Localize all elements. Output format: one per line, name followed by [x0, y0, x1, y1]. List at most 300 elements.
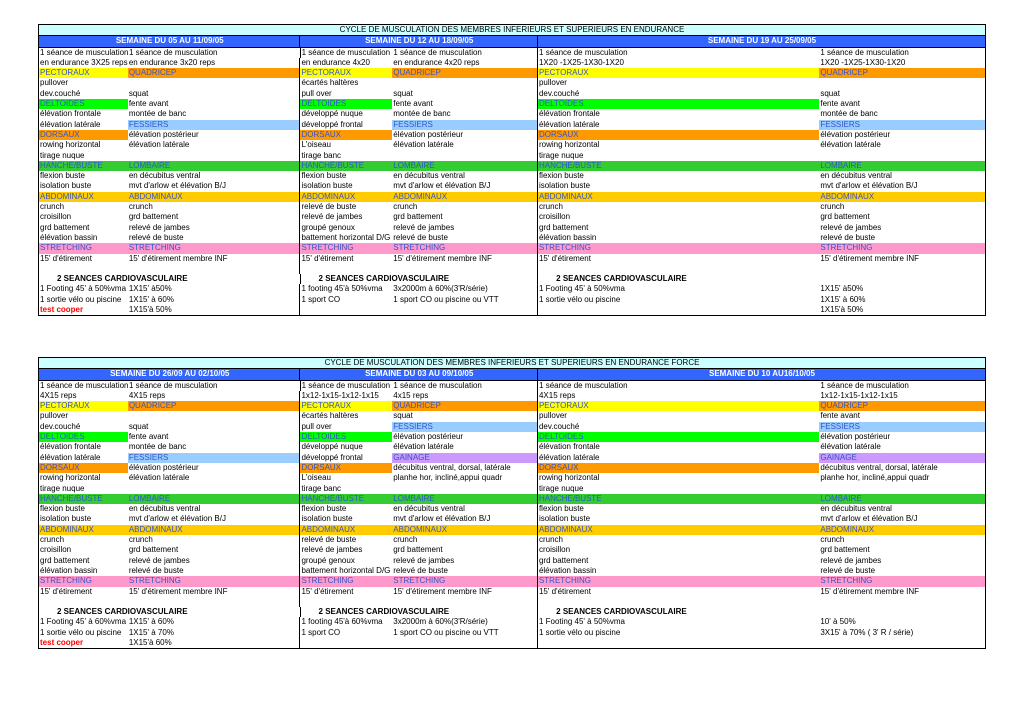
- exercise-cell: pull over: [299, 422, 392, 432]
- exercise-cell: élévation latérale: [537, 453, 819, 463]
- exercise-cell: [537, 264, 819, 274]
- exercise-cell: fente avant: [820, 411, 860, 421]
- exercise-cell: test cooper: [40, 638, 84, 648]
- exercise-cell: isolation buste: [299, 181, 392, 191]
- exercise-cell: L'oiseau: [299, 140, 392, 150]
- exercise-cell: mvt d'arlow et élévation B/J: [128, 181, 226, 191]
- exercise-cell: 15' d'étirement membre INF: [820, 586, 920, 596]
- exercise-cell: rowing horizontal: [537, 140, 819, 150]
- exercise-cell: élévation postérieur: [128, 129, 199, 139]
- exercise-cell: en décubitus ventral: [128, 171, 201, 181]
- exercise-cell: [819, 597, 985, 607]
- exercise-cell: élévation frontale: [537, 109, 819, 119]
- exercise-cell: [128, 78, 300, 88]
- exercise-cell: squat: [128, 421, 149, 431]
- exercise-cell: 1X20 -1X25-1X30-1X20: [820, 57, 906, 67]
- category-cell: STRETCHING: [299, 243, 392, 253]
- category-cell: ABDOMINAUX: [128, 192, 300, 202]
- exercise-cell: [392, 597, 537, 607]
- exercise-cell: [819, 264, 985, 274]
- exercise-cell: 1 séance de musculation: [300, 381, 393, 391]
- category-cell: DELTOIDES: [39, 99, 128, 109]
- exercise-cell: élévation bassin: [537, 233, 819, 243]
- exercise-cell: écartés haltères: [299, 78, 392, 88]
- category-cell: GAINAGE: [392, 453, 537, 463]
- table-row: [39, 254, 985, 264]
- week-header: SEMAINE DU 26/09 AU 02/10/05: [110, 369, 230, 379]
- table-row: [39, 401, 985, 411]
- table-row: [39, 161, 985, 171]
- exercise-cell: croisillon: [40, 212, 72, 222]
- exercise-cell: 1 séance de musculation: [393, 380, 482, 390]
- table-row: [39, 381, 985, 391]
- table-row: [39, 391, 985, 401]
- table-row: [39, 109, 985, 119]
- exercise-cell: crunch: [40, 202, 65, 212]
- category-cell: PECTORAUX: [39, 401, 128, 411]
- exercise-cell: relevé de buste: [393, 232, 448, 242]
- category-cell: STRETCHING: [537, 576, 819, 586]
- category-cell: STRETCHING: [392, 576, 537, 586]
- exercise-cell: isolation buste: [537, 514, 819, 524]
- category-cell: HANCHE/BUSTE: [537, 494, 819, 504]
- exercise-cell: [39, 597, 128, 607]
- exercise-cell: 3x2000m à 60%(3'R/série): [393, 617, 488, 627]
- exercise-cell: en décubitus ventral: [393, 504, 465, 514]
- exercise-cell: 15' d'étirement: [40, 253, 92, 263]
- cycle-table-endurance: [38, 24, 986, 316]
- category-cell: STRETCHING: [819, 243, 985, 253]
- exercise-cell: en endurance 4x20: [299, 58, 392, 68]
- category-cell: ABDOMINAUX: [537, 525, 819, 535]
- exercise-cell: 1X20 -1X25-1X30-1X20: [537, 58, 819, 68]
- exercise-cell: élévation postérieur: [820, 129, 891, 139]
- exercise-cell: groupé genoux: [299, 223, 392, 233]
- exercise-cell: planhe hor, incliné,appui quadr: [820, 473, 930, 483]
- exercise-cell: [537, 638, 819, 648]
- exercise-cell: [819, 484, 985, 494]
- category-cell: PECTORAUX: [299, 68, 392, 78]
- exercise-cell: développé nuque: [299, 442, 392, 452]
- exercise-cell: en décubitus ventral: [393, 171, 465, 181]
- category-cell: PECTORAUX: [537, 401, 819, 411]
- exercise-cell: isolation buste: [537, 181, 819, 191]
- exercise-cell: mvt d'arlow et élévation B/J: [820, 181, 918, 191]
- exercise-cell: élévation latérale: [128, 473, 190, 483]
- table-row: [39, 68, 985, 78]
- exercise-cell: 1 séance de musculation: [40, 47, 129, 57]
- exercise-cell: élévation latérale: [820, 442, 881, 452]
- table-row: [39, 305, 985, 315]
- category-cell: DELTOIDES: [299, 99, 392, 109]
- exercise-cell: 3x2000m à 60%(3'R/série): [393, 284, 488, 294]
- category-cell: QUADRICEP: [128, 68, 300, 78]
- exercise-cell: [128, 151, 300, 161]
- table-row: [39, 587, 985, 597]
- week-header-row: [39, 36, 985, 47]
- exercise-cell: élévation postérieur: [393, 129, 464, 139]
- exercise-cell: battement horizontal D/G: [301, 565, 391, 575]
- exercise-cell: élévation latérale: [40, 119, 101, 129]
- category-cell: LOMBAIRE: [819, 161, 985, 171]
- category-cell: DELTOIDES: [537, 432, 819, 442]
- exercise-cell: tirage banc: [299, 151, 392, 161]
- exercise-cell: élévation frontale: [537, 442, 819, 452]
- table-row: [39, 284, 985, 294]
- exercise-cell: pullover: [537, 411, 819, 421]
- table-row: [39, 432, 985, 442]
- category-cell: ABDOMINAUX: [39, 525, 128, 535]
- category-cell: STRETCHING: [537, 243, 819, 253]
- week-header: SEMAINE DU 19 AU 25/09/05: [537, 36, 985, 46]
- category-cell: DORSAUX: [39, 463, 128, 473]
- exercise-cell: 15' d'étirement: [537, 587, 819, 597]
- exercise-cell: élévation postérieur: [820, 432, 891, 442]
- exercise-cell: 1X15' à50%: [128, 284, 172, 294]
- exercise-cell: rowing horizontal: [537, 473, 819, 483]
- table-row: [39, 243, 985, 253]
- exercise-cell: grd battement: [537, 223, 819, 233]
- week-header: SEMAINE DU 12 AU 18/09/05: [299, 36, 537, 46]
- category-cell: GAINAGE: [819, 453, 985, 463]
- category-cell: ABDOMINAUX: [299, 525, 392, 535]
- cardio-header-row: [39, 274, 985, 284]
- exercise-cell: flexion buste: [40, 171, 85, 181]
- exercise-cell: dev.couché: [537, 422, 819, 432]
- category-cell: STRETCHING: [299, 576, 392, 586]
- exercise-cell: en endurance 3x20 reps: [128, 57, 216, 67]
- exercise-cell: L'oiseau: [299, 473, 392, 483]
- category-cell: PECTORAUX: [299, 401, 392, 411]
- exercise-cell: 15' d'étirement: [299, 587, 392, 597]
- exercise-cell: relevé de jambes: [128, 555, 190, 565]
- table-row: [39, 576, 985, 586]
- exercise-cell: 1 Footing 45' à 50%vma: [537, 617, 819, 627]
- exercise-cell: grd battement: [128, 212, 179, 222]
- exercise-cell: squat: [820, 88, 840, 98]
- exercise-cell: 1 séance de musculation: [537, 48, 819, 58]
- exercise-cell: crunch: [128, 202, 153, 212]
- cardio-title-cell: [819, 274, 985, 284]
- exercise-cell: croisillon: [537, 545, 819, 555]
- table-row: [39, 504, 985, 514]
- exercise-cell: 1 Footing 45' à 50%vma: [537, 284, 819, 294]
- exercise-cell: montée de banc: [820, 109, 878, 119]
- exercise-cell: [819, 78, 985, 88]
- exercise-cell: montée de banc: [393, 109, 451, 119]
- cardio-title-cell: 2 SEANCES CARDIOVASCULAIRE: [537, 274, 819, 284]
- exercise-cell: flexion buste: [299, 504, 392, 514]
- exercise-cell: [39, 264, 128, 274]
- exercise-cell: grd battement: [393, 212, 443, 222]
- cycle-title-text: CYCLE DE MUSCULATION DES MEMBRES INFERIEURS ET SUPERIEURS EN ENDURANCE FORCE: [324, 358, 700, 367]
- exercise-cell: 15' d'étirement: [299, 254, 392, 264]
- exercise-cell: groupé genoux: [299, 556, 392, 566]
- exercise-cell: 15' d'étirement membre INF: [128, 586, 228, 596]
- category-cell: STRETCHING: [128, 576, 300, 586]
- cardio-title-cell: [128, 607, 300, 617]
- table-row: [39, 233, 985, 243]
- category-cell: ABDOMINAUX: [392, 192, 537, 202]
- exercise-cell: [819, 151, 985, 161]
- exercise-cell: 4X15 reps: [40, 390, 77, 400]
- table-row: [39, 140, 985, 150]
- cardio-title-cell: 2 SEANCES CARDIOVASCULAIRE: [537, 607, 819, 617]
- category-cell: STRETCHING: [819, 576, 985, 586]
- table-row: [39, 171, 985, 181]
- exercise-cell: 4X15 reps: [128, 390, 166, 400]
- exercise-cell: 1 séance de musculation: [393, 47, 482, 57]
- exercise-cell: flexion buste: [299, 171, 392, 181]
- exercise-cell: 1x12-1x15-1x12-1x15: [820, 390, 898, 400]
- table-row: [39, 411, 985, 421]
- exercise-cell: flexion buste: [537, 504, 819, 514]
- exercise-cell: relevé de buste: [299, 535, 392, 545]
- exercise-cell: tirage nuque: [537, 151, 819, 161]
- exercise-cell: décubitus ventral, dorsal, latérale: [393, 462, 511, 472]
- exercise-cell: isolation buste: [40, 514, 92, 524]
- exercise-cell: [537, 597, 819, 607]
- exercise-cell: crunch: [393, 202, 418, 212]
- category-cell: ABDOMINAUX: [128, 525, 300, 535]
- cardio-title-cell: [128, 274, 300, 284]
- exercise-cell: relevé de buste: [299, 202, 392, 212]
- cardio-title-cell: [393, 607, 538, 617]
- exercise-cell: 1X15' à 60%: [128, 617, 174, 627]
- exercise-cell: pullover: [40, 411, 69, 421]
- cycle-table-endurance-force: [38, 357, 986, 649]
- exercise-cell: en décubitus ventral: [128, 504, 201, 514]
- exercise-cell: croisillon: [40, 545, 72, 555]
- exercise-cell: fente avant: [128, 432, 169, 442]
- category-cell: HANCHE/BUSTE: [537, 161, 819, 171]
- category-cell: HANCHE/BUSTE: [39, 494, 128, 504]
- category-cell: PECTORAUX: [39, 68, 128, 78]
- exercise-cell: crunch: [820, 202, 845, 212]
- category-cell: STRETCHING: [39, 243, 128, 253]
- category-cell: STRETCHING: [39, 576, 128, 586]
- table-row: [39, 212, 985, 222]
- exercise-cell: tirage nuque: [40, 483, 85, 493]
- exercise-cell: fente avant: [128, 99, 169, 109]
- exercise-cell: [299, 305, 392, 315]
- exercise-cell: grd battement: [537, 556, 819, 566]
- exercise-cell: élévation latérale: [820, 140, 881, 150]
- exercise-cell: relevé de jambes: [299, 545, 392, 555]
- category-cell: ABDOMINAUX: [537, 192, 819, 202]
- cardio-title-cell: 2 SEANCES CARDIOVASCULAIRE: [300, 274, 393, 284]
- exercise-cell: élévation postérieur: [128, 462, 199, 472]
- category-cell: STRETCHING: [128, 243, 300, 253]
- exercise-cell: crunch: [393, 535, 418, 545]
- category-cell: LOMBAIRE: [819, 494, 985, 504]
- exercise-cell: relevé de buste: [820, 232, 876, 242]
- exercise-cell: 1 sortie vélo ou piscine: [537, 295, 819, 305]
- exercise-cell: test cooper: [40, 305, 84, 315]
- table-row: [39, 151, 985, 161]
- exercise-cell: [392, 78, 537, 88]
- exercise-cell: grd battement: [393, 545, 443, 555]
- exercise-cell: 3X15' à 70% ( 3' R / série): [820, 627, 914, 637]
- category-cell: QUADRICEP: [392, 401, 537, 411]
- exercise-cell: 1X15'à 50%: [820, 305, 864, 315]
- exercise-cell: dev.couché: [40, 88, 81, 98]
- exercise-cell: 4X15 reps: [537, 391, 819, 401]
- exercise-cell: grd battement: [40, 555, 90, 565]
- exercise-cell: 1 sortie vélo ou piscine: [40, 627, 122, 637]
- category-cell: STRETCHING: [392, 243, 537, 253]
- exercise-cell: grd battement: [820, 545, 870, 555]
- exercise-cell: [128, 264, 300, 274]
- exercise-cell: relevé de jambes: [393, 555, 455, 565]
- exercise-cell: 1 Footing 45' à 60%vma: [40, 617, 127, 627]
- exercise-cell: 1 séance de musculation: [40, 380, 129, 390]
- exercise-cell: élévation bassin: [40, 565, 98, 575]
- table-row: [39, 120, 985, 130]
- exercise-cell: élévation frontale: [40, 109, 101, 119]
- exercise-cell: crunch: [40, 535, 65, 545]
- exercise-cell: grd battement: [40, 222, 90, 232]
- cycle-title-text: CYCLE DE MUSCULATION DES MEMBRES INFERIEURS ET SUPERIEURS EN ENDURANCE: [339, 25, 685, 34]
- table-row: [39, 494, 985, 504]
- exercise-cell: dev.couché: [40, 421, 81, 431]
- table-row: [39, 597, 985, 607]
- exercise-cell: [392, 484, 537, 494]
- exercise-cell: 10' à 50%: [820, 617, 856, 627]
- cardio-title-cell: 2 SEANCES CARDIOVASCULAIRE: [57, 274, 188, 284]
- category-cell: FESSIERS: [392, 120, 537, 130]
- exercise-cell: 15' d'étirement: [40, 586, 92, 596]
- exercise-cell: squat: [393, 411, 413, 421]
- exercise-cell: développé nuque: [299, 109, 392, 119]
- table-row: [39, 442, 985, 452]
- week-header: SEMAINE DU 10 AU16/10/05: [537, 369, 985, 379]
- exercise-cell: 1 séance de musculation: [129, 47, 218, 57]
- exercise-cell: grd battement: [820, 212, 870, 222]
- category-cell: ABDOMINAUX: [392, 525, 537, 535]
- exercise-cell: élévation bassin: [537, 566, 819, 576]
- exercise-cell: fente avant: [393, 99, 433, 109]
- table-row: [39, 264, 985, 274]
- exercise-cell: 1X15' à50%: [820, 284, 864, 294]
- cardio-title-cell: 2 SEANCES CARDIOVASCULAIRE: [300, 607, 393, 617]
- exercise-cell: [128, 411, 300, 421]
- table-row: [39, 78, 985, 88]
- table-row: [39, 181, 985, 191]
- table-row: [39, 628, 985, 638]
- exercise-cell: battement horizontal D/G: [301, 232, 391, 242]
- table-row: [39, 525, 985, 535]
- category-cell: DELTOIDES: [537, 99, 819, 109]
- exercise-cell: pullover: [537, 78, 819, 88]
- category-cell: LOMBAIRE: [128, 494, 300, 504]
- exercise-cell: 1 sortie vélo ou piscine: [40, 294, 122, 304]
- category-cell: ABDOMINAUX: [819, 192, 985, 202]
- exercise-cell: 1 séance de musculation: [820, 47, 909, 57]
- category-cell: ABDOMINAUX: [39, 192, 128, 202]
- exercise-cell: rowing horizontal: [40, 140, 101, 150]
- category-cell: HANCHE/BUSTE: [39, 161, 128, 171]
- table-row: [39, 48, 985, 58]
- exercise-cell: 1X15' à 70%: [128, 627, 174, 637]
- exercise-cell: squat: [393, 88, 413, 98]
- exercise-cell: montée de banc: [128, 109, 187, 119]
- week-header: SEMAINE DU 05 AU 11/09/05: [115, 36, 224, 46]
- category-cell: QUADRICEP: [128, 401, 300, 411]
- category-cell: HANCHE/BUSTE: [299, 494, 392, 504]
- exercise-cell: 1X15' à 60%: [128, 294, 174, 304]
- exercise-cell: mvt d'arlow et élévation B/J: [393, 514, 491, 524]
- exercise-cell: 1 footing 45'à 50%vma: [299, 284, 392, 294]
- table-row: [39, 566, 985, 576]
- cardio-title-cell: [819, 607, 985, 617]
- table-row: [39, 545, 985, 555]
- exercise-cell: développé frontal: [299, 453, 392, 463]
- exercise-cell: [299, 638, 392, 648]
- cycle-title: [39, 25, 985, 36]
- exercise-cell: flexion buste: [40, 504, 85, 514]
- table-row: [39, 192, 985, 202]
- category-cell: QUADRICEP: [392, 68, 537, 78]
- table-row: [39, 463, 985, 473]
- exercise-cell: crunch: [537, 535, 819, 545]
- exercise-cell: [299, 597, 392, 607]
- exercise-cell: 15' d'étirement membre INF: [393, 253, 492, 263]
- exercise-cell: dev.couché: [537, 89, 819, 99]
- exercise-cell: crunch: [537, 202, 819, 212]
- table-row: [39, 514, 985, 524]
- exercise-cell: relevé de jambes: [820, 555, 882, 565]
- category-cell: LOMBAIRE: [392, 161, 537, 171]
- category-cell: DORSAUX: [39, 130, 128, 140]
- exercise-cell: relevé de buste: [128, 565, 184, 575]
- exercise-cell: 1 séance de musculation: [820, 380, 909, 390]
- exercise-cell: planhe hor, incliné,appui quadr: [393, 473, 503, 483]
- exercise-cell: 1 séance de musculation: [129, 380, 218, 390]
- exercise-cell: 1 séance de musculation: [300, 48, 393, 58]
- exercise-cell: croisillon: [537, 212, 819, 222]
- exercise-cell: pullover: [40, 78, 69, 88]
- cardio-header-row: [39, 607, 985, 617]
- cycle-title: [39, 358, 985, 369]
- exercise-cell: en décubitus ventral: [820, 504, 892, 514]
- exercise-cell: [392, 264, 537, 274]
- exercise-cell: 15' d'étirement membre INF: [820, 253, 920, 263]
- exercise-cell: [392, 638, 537, 648]
- exercise-cell: flexion buste: [537, 171, 819, 181]
- exercise-cell: crunch: [820, 535, 845, 545]
- week-header: SEMAINE DU 03 AU 09/10/05: [299, 369, 537, 379]
- table-row: [39, 99, 985, 109]
- exercise-cell: élévation latérale: [537, 120, 819, 130]
- exercise-cell: 1x12-1x15-1x12-1x15: [299, 391, 392, 401]
- exercise-cell: squat: [128, 88, 149, 98]
- exercise-cell: relevé de jambes: [393, 222, 455, 232]
- table-row: [39, 202, 985, 212]
- exercise-cell: 15' d'étirement membre INF: [128, 253, 228, 263]
- exercise-cell: 1 sport CO: [299, 628, 392, 638]
- exercise-cell: élévation frontale: [40, 442, 101, 452]
- exercise-cell: [128, 597, 300, 607]
- category-cell: DORSAUX: [537, 130, 819, 140]
- exercise-cell: en endurance 3X25 reps: [40, 57, 128, 67]
- category-cell: FESSIERS: [128, 120, 300, 130]
- category-cell: DELTOIDES: [299, 432, 392, 442]
- category-cell: PECTORAUX: [537, 68, 819, 78]
- exercise-cell: relevé de buste: [128, 232, 184, 242]
- exercise-cell: élévation latérale: [393, 442, 454, 452]
- exercise-cell: montée de banc: [128, 442, 187, 452]
